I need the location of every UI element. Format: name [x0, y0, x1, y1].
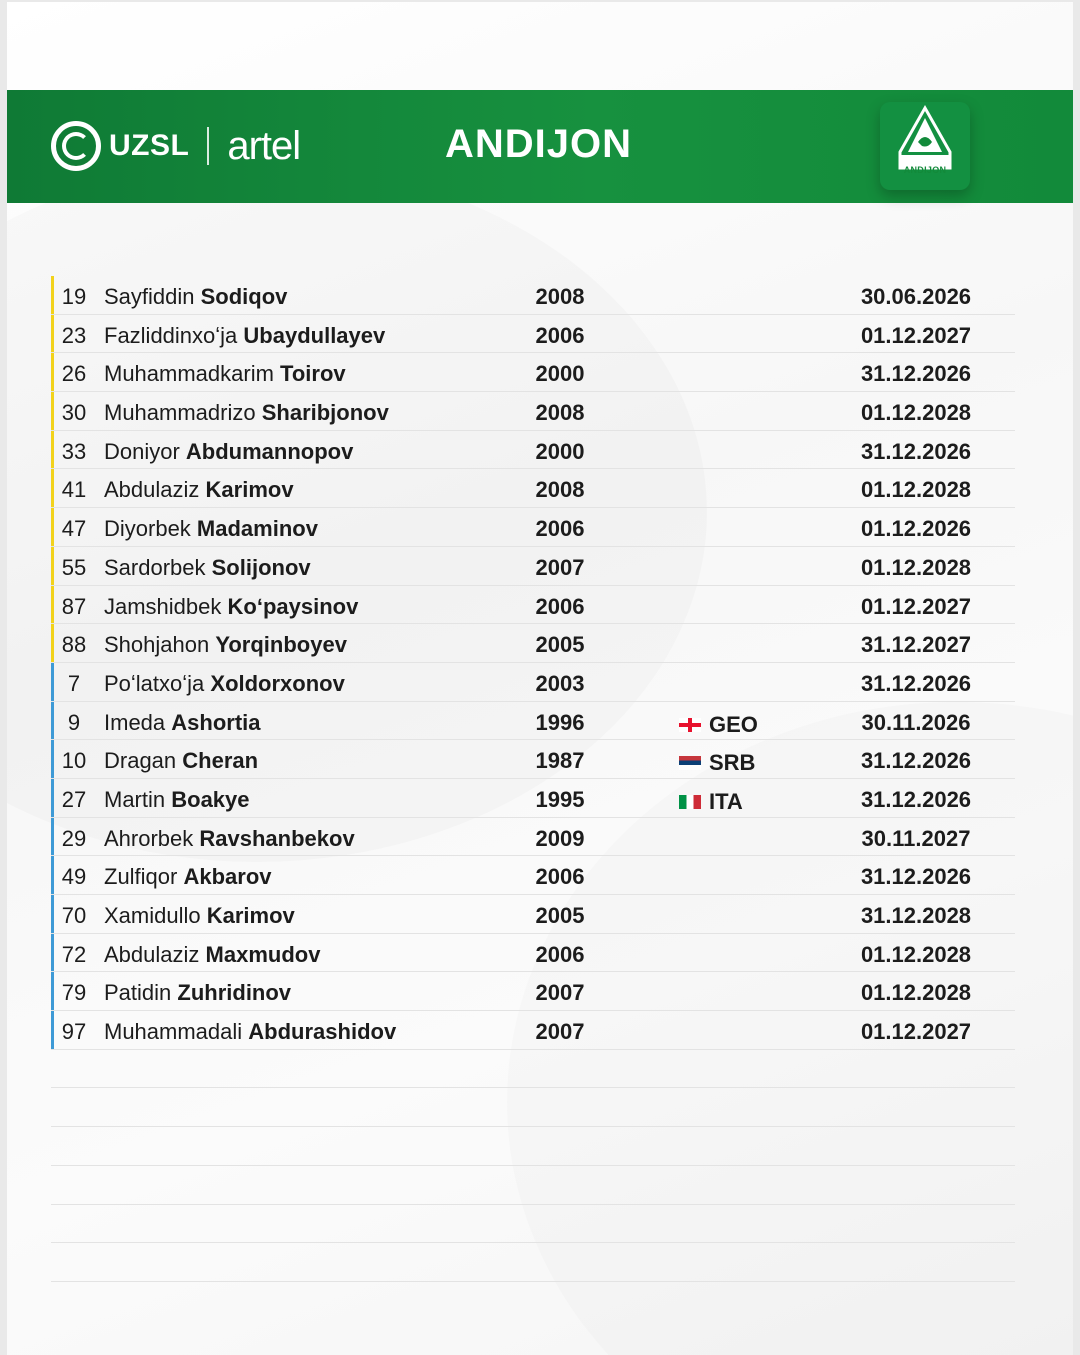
contract-end-date: 01.12.2028 — [860, 941, 972, 967]
player-number: 33 — [61, 438, 87, 464]
birth-year: 2007 — [535, 1019, 585, 1045]
player-last-name: Abdurashidov — [248, 1019, 397, 1045]
player-last-name: Abdumannopov — [185, 438, 354, 464]
player-number: 9 — [67, 709, 81, 735]
group-indicator-bar — [51, 392, 54, 430]
artel-logo-text: artel — [227, 123, 301, 168]
table-row — [51, 856, 1015, 895]
birth-year: 2009 — [535, 825, 585, 851]
birth-year: 2006 — [535, 593, 585, 619]
empty-table-row — [51, 1243, 1015, 1282]
player-number: 30 — [61, 400, 87, 426]
logo-divider — [207, 127, 209, 165]
nationality — [679, 789, 769, 815]
contract-end-date: 31.12.2026 — [860, 748, 972, 774]
player-last-name: Ubaydullayev — [243, 322, 386, 348]
contract-end-date: 30.06.2026 — [860, 284, 972, 309]
player-number: 79 — [61, 980, 87, 1006]
nationality — [679, 750, 769, 776]
player-name — [104, 710, 261, 736]
player-first-name: Abdulaziz — [104, 941, 206, 967]
team-title: ANDIJON — [445, 122, 633, 166]
player-last-name: Sodiqov — [200, 284, 288, 309]
table-row — [51, 624, 1015, 663]
player-name — [104, 439, 353, 465]
group-indicator-bar — [51, 818, 54, 856]
player-last-name: Akbarov — [183, 864, 272, 890]
contract-end-date: 30.11.2026 — [861, 709, 971, 735]
player-name — [104, 826, 355, 852]
player-name — [104, 748, 258, 774]
player-number: 29 — [61, 825, 87, 851]
group-indicator-bar — [51, 586, 54, 624]
contract-end-date: 01.12.2028 — [860, 554, 972, 580]
group-indicator-bar — [51, 624, 54, 662]
player-number: 27 — [61, 786, 87, 812]
empty-table-row — [51, 1050, 1015, 1089]
table-row — [51, 392, 1015, 431]
birth-year: 2005 — [535, 632, 585, 658]
contract-end-date: 31.12.2026 — [860, 864, 972, 890]
player-first-name: Xamidullo — [104, 903, 207, 928]
table-row — [51, 934, 1015, 973]
player-last-name: Maxmudov — [205, 941, 321, 967]
birth-year: 2008 — [535, 477, 585, 503]
group-indicator-bar — [51, 740, 54, 778]
group-indicator-bar — [51, 508, 54, 546]
player-number: 26 — [61, 361, 87, 387]
player-first-name: Muhammadkarim — [104, 361, 281, 387]
player-last-name: Solijonov — [211, 554, 311, 580]
birth-year: 2007 — [535, 554, 585, 580]
player-name — [104, 516, 318, 542]
contract-end-date: 31.12.2028 — [860, 903, 972, 928]
player-name — [104, 942, 320, 968]
contract-end-date: 01.12.2026 — [860, 516, 972, 542]
club-badge-text: ANDIJON — [903, 165, 947, 175]
birth-year: 2006 — [535, 941, 585, 967]
player-first-name: Doniyor — [104, 438, 186, 464]
player-number: 47 — [61, 516, 87, 542]
player-number: 72 — [61, 941, 87, 967]
player-first-name: Dragan — [104, 748, 183, 774]
table-row — [51, 740, 1015, 779]
contract-end-date: 31.12.2026 — [860, 361, 972, 387]
flag-srb-icon — [679, 756, 701, 770]
group-indicator-bar — [51, 353, 54, 391]
table-row — [51, 547, 1015, 586]
group-indicator-bar — [51, 469, 54, 507]
player-last-name: Yorqinboyev — [215, 632, 347, 658]
group-indicator-bar — [51, 856, 54, 894]
birth-year: 2003 — [535, 670, 585, 696]
player-first-name: Sayfiddin — [104, 284, 201, 309]
table-row — [51, 779, 1015, 818]
player-number: 41 — [61, 477, 87, 503]
birth-year: 2006 — [535, 516, 585, 542]
contract-end-date: 31.12.2026 — [860, 670, 972, 696]
player-first-name: Poʻlatxoʻja — [104, 670, 211, 696]
brand-logos — [51, 118, 300, 174]
birth-year: 2008 — [535, 400, 585, 426]
player-number: 7 — [67, 670, 81, 696]
player-first-name: Ahrorbek — [104, 825, 200, 851]
group-indicator-bar — [51, 315, 54, 353]
player-last-name: Cheran — [182, 748, 259, 774]
player-first-name: Patidin — [104, 980, 178, 1006]
player-last-name: Toirov — [280, 361, 346, 387]
player-name — [104, 1019, 396, 1045]
player-name — [104, 555, 311, 581]
group-indicator-bar — [51, 779, 54, 817]
player-number: 23 — [61, 322, 87, 348]
group-indicator-bar — [51, 663, 54, 701]
nationality — [679, 712, 769, 738]
player-first-name: Fazliddinxoʻja — [104, 322, 244, 348]
player-last-name: Xoldorxonov — [210, 670, 345, 696]
player-last-name: Madaminov — [196, 516, 318, 542]
player-name — [104, 632, 347, 658]
table-row — [51, 702, 1015, 741]
player-name — [104, 594, 358, 620]
player-number: 49 — [61, 864, 87, 890]
table-row — [51, 895, 1015, 934]
contract-end-date: 31.12.2026 — [860, 438, 972, 464]
player-first-name: Sardorbek — [104, 554, 212, 580]
table-row — [51, 315, 1015, 354]
player-first-name: Muhammadrizo — [104, 400, 262, 426]
player-number: 70 — [61, 903, 87, 928]
empty-table-row — [51, 1127, 1015, 1166]
group-indicator-bar — [51, 702, 54, 740]
birth-year: 2000 — [535, 361, 585, 387]
player-first-name: Shohjahon — [104, 632, 216, 658]
player-first-name: Muhammadali — [104, 1019, 249, 1045]
contract-end-date: 01.12.2027 — [860, 322, 972, 348]
player-last-name: Ravshanbekov — [199, 825, 355, 851]
player-number: 55 — [61, 554, 87, 580]
player-first-name: Jamshidbek — [104, 593, 228, 619]
player-last-name: Zuhridinov — [177, 980, 292, 1006]
player-number: 19 — [61, 284, 87, 309]
flag-geo-icon — [679, 718, 701, 732]
table-row — [51, 818, 1015, 857]
player-table — [51, 276, 1015, 1282]
contract-end-date: 01.12.2027 — [860, 593, 972, 619]
player-last-name: Karimov — [206, 903, 295, 928]
contract-end-date: 01.12.2028 — [860, 980, 972, 1006]
group-indicator-bar — [51, 934, 54, 972]
empty-table-row — [51, 1166, 1015, 1205]
contract-end-date: 01.12.2028 — [860, 400, 972, 426]
birth-year: 2006 — [535, 322, 585, 348]
player-name — [104, 980, 291, 1006]
group-indicator-bar — [51, 972, 54, 1010]
club-badge — [880, 102, 970, 190]
player-name — [104, 787, 250, 813]
birth-year: 1996 — [535, 709, 585, 735]
player-name — [104, 400, 389, 426]
empty-table-row — [51, 1205, 1015, 1244]
uzsl-logo-text: UZSL — [109, 129, 190, 162]
player-last-name: Koʻpaysinov — [227, 593, 359, 619]
table-row — [51, 431, 1015, 470]
birth-year: 2000 — [535, 438, 585, 464]
table-row — [51, 972, 1015, 1011]
uzsl-logo-icon — [51, 121, 101, 171]
table-row — [51, 353, 1015, 392]
birth-year: 2007 — [535, 980, 585, 1006]
club-crest-icon — [880, 102, 970, 190]
flag-ita-icon — [679, 795, 701, 809]
player-name — [104, 903, 295, 929]
group-indicator-bar — [51, 895, 54, 933]
nationality-code: GEO — [709, 711, 758, 737]
birth-year: 1987 — [535, 748, 585, 774]
nationality-code: SRB — [709, 750, 756, 776]
empty-table-row — [51, 1088, 1015, 1127]
player-name — [104, 864, 272, 890]
player-name — [104, 671, 345, 697]
contract-end-date: 30.11.2027 — [861, 825, 971, 851]
player-last-name: Karimov — [205, 477, 294, 503]
player-number: 97 — [61, 1019, 87, 1045]
player-first-name: Abdulaziz — [104, 477, 206, 503]
player-name — [104, 477, 294, 503]
header-banner — [7, 90, 1073, 203]
player-number: 88 — [61, 632, 87, 658]
birth-year: 2005 — [535, 903, 585, 928]
table-row — [51, 1011, 1015, 1050]
birth-year: 1995 — [535, 786, 585, 812]
player-number: 87 — [61, 593, 87, 619]
table-row — [51, 469, 1015, 508]
nationality-code: ITA — [709, 788, 743, 814]
table-row — [51, 663, 1015, 702]
player-number: 10 — [61, 748, 87, 774]
contract-end-date: 01.12.2028 — [860, 477, 972, 503]
table-row — [51, 508, 1015, 547]
birth-year: 2008 — [535, 284, 585, 309]
contract-end-date: 31.12.2026 — [860, 786, 972, 812]
table-row — [51, 276, 1015, 315]
player-last-name: Ashortia — [171, 709, 261, 735]
contract-end-date: 01.12.2027 — [860, 1019, 972, 1045]
player-first-name: Diyorbek — [104, 516, 197, 542]
player-first-name: Martin — [104, 786, 172, 812]
group-indicator-bar — [51, 547, 54, 585]
player-last-name: Sharibjonov — [261, 400, 389, 426]
birth-year: 2006 — [535, 864, 585, 890]
group-indicator-bar — [51, 1011, 54, 1049]
group-indicator-bar — [51, 431, 54, 469]
contract-end-date: 31.12.2027 — [860, 632, 972, 658]
player-name — [104, 284, 287, 310]
player-name — [104, 361, 346, 387]
group-indicator-bar — [51, 276, 54, 314]
player-last-name: Boakye — [171, 786, 250, 812]
player-first-name: Zulfiqor — [104, 864, 184, 890]
player-name — [104, 323, 385, 349]
table-row — [51, 586, 1015, 625]
player-first-name: Imeda — [104, 709, 172, 735]
